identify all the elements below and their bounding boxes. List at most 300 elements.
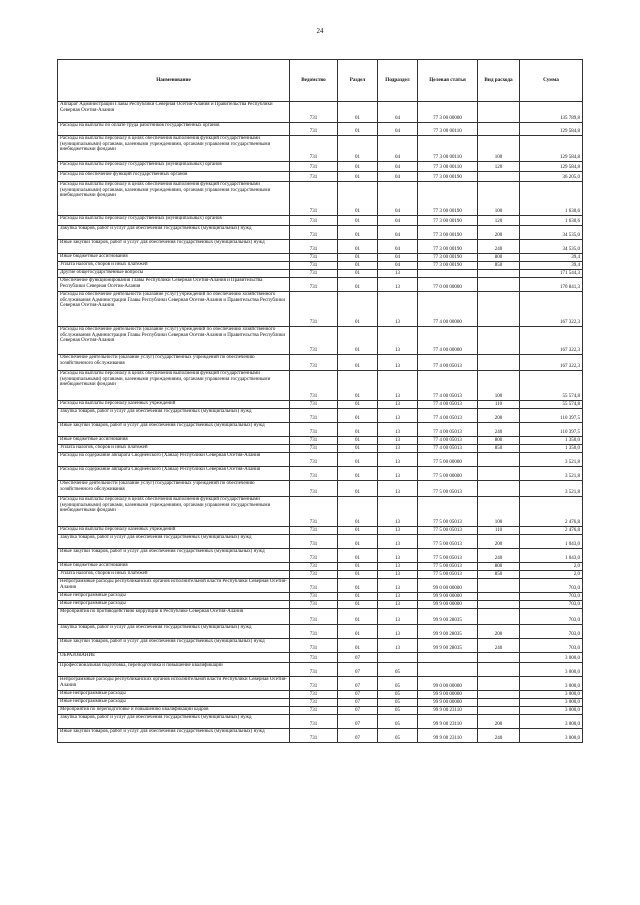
table-row	[58, 715, 583, 729]
expense-type-cell: 200	[478, 409, 520, 423]
subsection-cell: 05	[378, 663, 418, 677]
row-name-cell: Закупка товаров, работ и услуг для обеспечения государственных (муниципальных) нужд	[58, 409, 290, 423]
expense-type-cell	[478, 327, 520, 355]
subsection-cell: 13	[378, 563, 418, 571]
target-article-cell: 99 9 00 23110	[418, 729, 478, 743]
table-row	[58, 262, 583, 270]
table-row	[58, 563, 583, 571]
section-cell: 01	[338, 262, 378, 270]
row-name-cell: Иные непрограммные расходы	[58, 593, 290, 601]
row-name-cell: Иные бюджетные ассигнования	[58, 254, 290, 262]
amount-cell: 1 043,0	[520, 535, 583, 549]
expense-type-cell	[478, 172, 520, 182]
department-cell: 731	[290, 497, 338, 527]
amount-cell: 1 350,0	[520, 437, 583, 445]
department-cell: 731	[290, 715, 338, 729]
subsection-cell: 13	[378, 609, 418, 625]
expense-type-cell	[478, 481, 520, 497]
expense-type-cell: 800	[478, 254, 520, 262]
amount-cell: 3 000,0	[520, 729, 583, 743]
table-row	[58, 593, 583, 601]
target-article-cell: 77 5 00 05013	[418, 535, 478, 549]
target-article-cell: 77 4 00 05013	[418, 371, 478, 401]
table-row	[58, 182, 583, 216]
section-cell: 01	[338, 355, 378, 371]
section-cell: 07	[338, 653, 378, 663]
expense-type-cell: 850	[478, 445, 520, 453]
amount-cell: 703,0	[520, 579, 583, 593]
amount-cell: 2 476,8	[520, 497, 583, 527]
department-cell: 731	[290, 625, 338, 639]
header-target-article: Целевая статья	[418, 60, 478, 102]
header-expense-type: Вид расхода	[478, 60, 520, 102]
department-cell: 731	[290, 254, 338, 262]
subsection-cell: 13	[378, 579, 418, 593]
section-cell: 01	[338, 639, 378, 653]
expense-type-cell	[478, 123, 520, 136]
subsection-cell: 13	[378, 445, 418, 453]
target-article-cell: 77 4 00 05013	[418, 437, 478, 445]
row-name-cell: Непрограммные расходы республиканских органов исполнительной власти Республики Северная Осетия-Алания	[58, 677, 290, 691]
subsection-cell: 13	[378, 593, 418, 601]
table-row	[58, 437, 583, 445]
section-cell: 01	[338, 453, 378, 467]
target-article-cell: 77 4 00 05013	[418, 401, 478, 409]
row-name-cell: Иные закупки товаров, работ и услуг для обеспечения государственных (муниципальных) нужд	[58, 423, 290, 437]
row-name-cell: Расходы на выплаты персоналу государственных (муниципальных) органов	[58, 162, 290, 172]
subsection-cell: 05	[378, 729, 418, 743]
target-article-cell: 77 3 00 00110	[418, 136, 478, 162]
expense-type-cell: 200	[478, 715, 520, 729]
department-cell: 731	[290, 677, 338, 691]
amount-cell: 3 521,8	[520, 453, 583, 467]
section-cell: 01	[338, 445, 378, 453]
amount-cell: 36 205,0	[520, 172, 583, 182]
table-row	[58, 453, 583, 467]
subsection-cell: 04	[378, 162, 418, 172]
amount-cell: 110 397,5	[520, 423, 583, 437]
row-name-cell: Мероприятия по переподготовке и повышению квалификации кадров	[58, 707, 290, 715]
amount-cell: 2,0	[520, 571, 583, 579]
subsection-cell: 13	[378, 625, 418, 639]
department-cell: 731	[290, 172, 338, 182]
department-cell: 731	[290, 699, 338, 707]
row-name-cell: Иные бюджетные ассигнования	[58, 563, 290, 571]
row-name-cell: Иные непрограммные расходы	[58, 699, 290, 707]
target-article-cell: 77 3 00 00190	[418, 226, 478, 240]
department-cell: 731	[290, 663, 338, 677]
target-article-cell: 77 4 00 05013	[418, 423, 478, 437]
table-row	[58, 136, 583, 162]
subsection-cell: 04	[378, 226, 418, 240]
target-article-cell: 99 0 00 00000	[418, 579, 478, 593]
subsection-cell: 04	[378, 216, 418, 226]
amount-cell: 167 322,3	[520, 355, 583, 371]
department-cell: 731	[290, 292, 338, 327]
table-row	[58, 601, 583, 609]
row-name-cell: Закупка товаров, работ и услуг для обеспечения государственных (муниципальных) нужд	[58, 715, 290, 729]
subsection-cell: 13	[378, 270, 418, 278]
table-row	[58, 445, 583, 453]
amount-cell: 3 000,0	[520, 677, 583, 691]
amount-cell: 3 000,0	[520, 653, 583, 663]
department-cell: 731	[290, 355, 338, 371]
subsection-cell: 13	[378, 497, 418, 527]
section-cell: 01	[338, 162, 378, 172]
department-cell: 731	[290, 423, 338, 437]
table-body	[58, 102, 583, 743]
department-cell: 731	[290, 609, 338, 625]
table-row	[58, 292, 583, 327]
row-name-cell: Аппарат Администрации Главы Республики Северная Осетия-Алания и Правительства Республики Северная Осетия-Алания	[58, 102, 290, 123]
section-cell: 01	[338, 549, 378, 563]
subsection-cell: 04	[378, 182, 418, 216]
subsection-cell: 04	[378, 262, 418, 270]
amount-cell: 1 043,0	[520, 549, 583, 563]
table-row	[58, 240, 583, 254]
target-article-cell: 77 5 00 05013	[418, 549, 478, 563]
expense-type-cell: 800	[478, 563, 520, 571]
table-row	[58, 639, 583, 653]
table-row	[58, 172, 583, 182]
expense-type-cell	[478, 453, 520, 467]
section-cell: 01	[338, 467, 378, 481]
row-name-cell: Иные бюджетные ассигнования	[58, 437, 290, 445]
expense-type-cell: 100	[478, 182, 520, 216]
section-cell: 07	[338, 729, 378, 743]
subsection-cell: 04	[378, 240, 418, 254]
table-row	[58, 162, 583, 172]
target-article-cell: 77 3 00 00000	[418, 102, 478, 123]
section-cell: 01	[338, 437, 378, 445]
amount-cell: 703,0	[520, 593, 583, 601]
amount-cell: 2,0	[520, 563, 583, 571]
row-name-cell: Обеспечение деятельности (оказание услуг) государственных учреждений по обеспечению хозяйственного обслуживания	[58, 481, 290, 497]
amount-cell: 1 350,0	[520, 445, 583, 453]
target-article-cell: 99 9 00 00000	[418, 699, 478, 707]
table-row	[58, 423, 583, 437]
department-cell: 731	[290, 527, 338, 535]
table-row	[58, 677, 583, 691]
target-article-cell: 77 5 00 05013	[418, 497, 478, 527]
row-name-cell: Иные непрограммные расходы	[58, 691, 290, 699]
section-cell: 01	[338, 571, 378, 579]
row-name-cell: Расходы на выплаты персоналу государственных (муниципальных) органов	[58, 216, 290, 226]
row-name-cell: Обеспечение функционирования Главы Республики Северная Осетия-Алания и Правительства Республики Северная Осетия-Алания	[58, 278, 290, 292]
target-article-cell: 77 5 00 05013	[418, 571, 478, 579]
row-name-cell: Закупка товаров, работ и услуг для обеспечения государственных (муниципальных) нужд	[58, 625, 290, 639]
subsection-cell: 04	[378, 123, 418, 136]
target-article-cell: 77 3 00 00110	[418, 162, 478, 172]
subsection-cell: 13	[378, 437, 418, 445]
subsection-cell: 13	[378, 453, 418, 467]
amount-cell: 3 521,8	[520, 481, 583, 497]
department-cell: 731	[290, 240, 338, 254]
section-cell: 07	[338, 677, 378, 691]
subsection-cell: 05	[378, 691, 418, 699]
subsection-cell: 13	[378, 571, 418, 579]
amount-cell: 703,0	[520, 601, 583, 609]
table-row	[58, 609, 583, 625]
section-cell: 01	[338, 278, 378, 292]
header-section: Раздел	[338, 60, 378, 102]
section-cell: 01	[338, 254, 378, 262]
department-cell: 731	[290, 453, 338, 467]
expense-type-cell	[478, 270, 520, 278]
expense-type-cell: 110	[478, 401, 520, 409]
amount-cell: 170 841,3	[520, 278, 583, 292]
department-cell: 731	[290, 102, 338, 123]
amount-cell: 3 000,0	[520, 691, 583, 699]
subsection-cell: 13	[378, 535, 418, 549]
department-cell: 731	[290, 481, 338, 497]
expense-type-cell	[478, 292, 520, 327]
subsection-cell: 13	[378, 401, 418, 409]
subsection-cell: 13	[378, 481, 418, 497]
subsection-cell: 05	[378, 677, 418, 691]
target-article-cell: 77 3 00 00110	[418, 123, 478, 136]
table-row	[58, 691, 583, 699]
amount-cell: 167 322,3	[520, 327, 583, 355]
subsection-cell: 13	[378, 371, 418, 401]
expense-type-cell	[478, 355, 520, 371]
expense-type-cell: 240	[478, 729, 520, 743]
target-article-cell	[418, 653, 478, 663]
table-row	[58, 663, 583, 677]
target-article-cell: 77 5 00 05013	[418, 563, 478, 571]
amount-cell: 39,4	[520, 262, 583, 270]
section-cell: 01	[338, 579, 378, 593]
expense-type-cell: 240	[478, 639, 520, 653]
department-cell: 731	[290, 162, 338, 172]
section-cell: 01	[338, 102, 378, 123]
row-name-cell: Иные закупки товаров, работ и услуг для обеспечения государственных (муниципальных) нужд	[58, 549, 290, 563]
expense-type-cell	[478, 579, 520, 593]
expense-type-cell	[478, 609, 520, 625]
header-department: Ведомство	[290, 60, 338, 102]
row-name-cell: Расходы на обеспечение деятельности (оказание услуг) учреждений по обеспечению хозяйственного обслуживания Администрации Главы Республики Северная Осетия-Алания и Правительства Республики Северная Осетия-Алания	[58, 327, 290, 355]
subsection-cell	[378, 653, 418, 663]
header-amount: Сумма	[520, 60, 583, 102]
expense-type-cell	[478, 663, 520, 677]
amount-cell: 129 584,8	[520, 162, 583, 172]
table-row	[58, 216, 583, 226]
section-cell: 01	[338, 497, 378, 527]
amount-cell: 167 322,3	[520, 292, 583, 327]
target-article-cell: 99 9 00 28035	[418, 609, 478, 625]
expense-type-cell: 120	[478, 162, 520, 172]
table-row	[58, 401, 583, 409]
subsection-cell: 05	[378, 715, 418, 729]
table-row	[58, 327, 583, 355]
table-row	[58, 549, 583, 563]
target-article-cell: 77 4 00 05013	[418, 445, 478, 453]
section-cell: 01	[338, 593, 378, 601]
expense-type-cell: 110	[478, 527, 520, 535]
row-name-cell: Мероприятия по противодействию коррупции в Республике Северная Осетия-Алания	[58, 609, 290, 625]
amount-cell: 129 584,8	[520, 123, 583, 136]
department-cell: 731	[290, 182, 338, 216]
department-cell: 731	[290, 653, 338, 663]
expense-type-cell: 100	[478, 371, 520, 401]
amount-cell: 34 535,0	[520, 226, 583, 240]
subsection-cell: 04	[378, 254, 418, 262]
section-cell: 07	[338, 663, 378, 677]
department-cell: 731	[290, 601, 338, 609]
section-cell: 01	[338, 371, 378, 401]
expense-type-cell	[478, 102, 520, 123]
expense-type-cell: 100	[478, 497, 520, 527]
table-row	[58, 625, 583, 639]
row-name-cell: Непрограммные расходы республиканских органов исполнительной власти Республики Северная Осетия-Алания	[58, 579, 290, 593]
target-article-cell: 77 3 00 00190	[418, 216, 478, 226]
page-number: 24	[316, 27, 324, 35]
section-cell: 01	[338, 409, 378, 423]
table-row	[58, 481, 583, 497]
amount-cell: 55 574,8	[520, 371, 583, 401]
target-article-cell: 77 3 00 00190	[418, 240, 478, 254]
row-name-cell: Расходы на обеспечение деятельности (оказание услуг) учреждений по обеспечению хозяйственного обслуживания Администрации Главы Республики Северная Осетия-Алания и Правительства Республики Северная Осетия-Алания	[58, 292, 290, 327]
row-name-cell: Расходы на выплаты персоналу казенных учреждений	[58, 527, 290, 535]
amount-cell: 129 584,8	[520, 136, 583, 162]
row-name-cell: Другие общегосударственные вопросы	[58, 270, 290, 278]
section-cell: 01	[338, 625, 378, 639]
department-cell: 731	[290, 467, 338, 481]
department-cell: 731	[290, 216, 338, 226]
expense-type-cell: 200	[478, 535, 520, 549]
department-cell: 731	[290, 262, 338, 270]
table-row	[58, 729, 583, 743]
target-article-cell: 77 4 00 05013	[418, 355, 478, 371]
target-article-cell: 77 3 00 00190	[418, 172, 478, 182]
row-name-cell: Расходы на обеспечение функций государственных органов	[58, 172, 290, 182]
target-article-cell: 77 5 00 05013	[418, 481, 478, 497]
amount-cell: 3 000,0	[520, 699, 583, 707]
target-article-cell: 77 3 00 00190	[418, 254, 478, 262]
department-cell: 731	[290, 445, 338, 453]
amount-cell: 703,0	[520, 609, 583, 625]
expense-type-cell	[478, 278, 520, 292]
table-row	[58, 102, 583, 123]
expense-type-cell: 200	[478, 625, 520, 639]
amount-cell: 703,0	[520, 639, 583, 653]
section-cell: 01	[338, 601, 378, 609]
expense-type-cell	[478, 677, 520, 691]
table-row	[58, 535, 583, 549]
table-row	[58, 497, 583, 527]
department-cell: 731	[290, 729, 338, 743]
department-cell: 731	[290, 409, 338, 423]
expense-type-cell: 800	[478, 437, 520, 445]
row-name-cell: Расходы на содержание аппарата Сводненского (Ханаа) Республики Северная Осетия-Алания	[58, 467, 290, 481]
row-name-cell: Иные закупки товаров, работ и услуг для обеспечения государственных (муниципальных) нужд	[58, 240, 290, 254]
department-cell: 731	[290, 563, 338, 571]
table-row	[58, 707, 583, 715]
subsection-cell: 13	[378, 639, 418, 653]
section-cell: 01	[338, 270, 378, 278]
amount-cell: 3 000,0	[520, 715, 583, 729]
expense-type-cell	[478, 601, 520, 609]
header-subsection: Подраздел	[378, 60, 418, 102]
target-article-cell: 77 4 00 00000	[418, 292, 478, 327]
target-article-cell: 99 9 00 23110	[418, 715, 478, 729]
target-article-cell: 99 9 00 00000	[418, 691, 478, 699]
department-cell: 731	[290, 437, 338, 445]
table-row	[58, 270, 583, 278]
target-article-cell: 77 5 00 00000	[418, 467, 478, 481]
target-article-cell: 77 4 00 00000	[418, 327, 478, 355]
section-cell: 07	[338, 691, 378, 699]
table-row	[58, 278, 583, 292]
subsection-cell: 05	[378, 707, 418, 715]
department-cell: 731	[290, 593, 338, 601]
section-cell: 01	[338, 527, 378, 535]
row-name-cell: Расходы на выплаты персоналу в целях обеспечения выполнения функций государственными (муниципальными) органами, казенными учреждениями, органами управления государственными внебюджетными фондами	[58, 371, 290, 401]
subsection-cell: 04	[378, 102, 418, 123]
row-name-cell: Уплата налогов, сборов и иных платежей	[58, 262, 290, 270]
subsection-cell: 13	[378, 527, 418, 535]
expense-type-cell: 120	[478, 216, 520, 226]
section-cell: 01	[338, 226, 378, 240]
row-name-cell: ОБРАЗОВАНИЕ	[58, 653, 290, 663]
target-article-cell: 99 9 00 28035	[418, 639, 478, 653]
row-name-cell: Иные закупки товаров, работ и услуг для обеспечения государственных (муниципальных) нужд	[58, 639, 290, 653]
table-row	[58, 653, 583, 663]
section-cell: 01	[338, 609, 378, 625]
expense-type-cell: 850	[478, 571, 520, 579]
subsection-cell: 13	[378, 423, 418, 437]
row-name-cell: Расходы на выплаты персоналу в целях обеспечения выполнения функций государственными (муниципальными) органами, казенными учреждениями, органами управления государственными внебюджетными фондами	[58, 136, 290, 162]
table-row	[58, 409, 583, 423]
target-article-cell: 77 0 00 00000	[418, 278, 478, 292]
row-name-cell: Расходы на выплаты персоналу в целях обеспечения выполнения функций государственными (муниципальными) органами, казенными учреждениями, органами управления государственными внебюджетными фондами	[58, 497, 290, 527]
section-cell: 07	[338, 707, 378, 715]
subsection-cell: 13	[378, 278, 418, 292]
budget-table	[57, 59, 583, 743]
department-cell: 731	[290, 327, 338, 355]
amount-cell: 2 476,8	[520, 527, 583, 535]
department-cell: 731	[290, 226, 338, 240]
amount-cell: 3 000,0	[520, 663, 583, 677]
subsection-cell: 13	[378, 355, 418, 371]
target-article-cell: 99 9 00 00000	[418, 593, 478, 601]
table-row	[58, 579, 583, 593]
row-name-cell: Расходы на содержание аппарата Сводненского (Ханаа) Республики Северная Осетия-Алания	[58, 453, 290, 467]
amount-cell: 3 521,8	[520, 467, 583, 481]
section-cell: 01	[338, 327, 378, 355]
table-row	[58, 226, 583, 240]
amount-cell: 3 000,0	[520, 707, 583, 715]
section-cell: 01	[338, 401, 378, 409]
row-name-cell: Расходы на выплаты персоналу казенных учреждений	[58, 401, 290, 409]
expense-type-cell: 200	[478, 226, 520, 240]
department-cell: 731	[290, 549, 338, 563]
department-cell: 731	[290, 639, 338, 653]
section-cell: 01	[338, 535, 378, 549]
table-row	[58, 355, 583, 371]
table-row	[58, 467, 583, 481]
section-cell: 01	[338, 123, 378, 136]
section-cell: 01	[338, 423, 378, 437]
row-name-cell: Уплата налогов, сборов и иных платежей	[58, 571, 290, 579]
subsection-cell: 13	[378, 601, 418, 609]
section-cell: 01	[338, 216, 378, 226]
department-cell: 731	[290, 571, 338, 579]
expense-type-cell: 240	[478, 240, 520, 254]
row-name-cell: Расходы на выплаты персоналу в целях обеспечения выполнения функций государственными (муниципальными) органами, казенными учреждениями, органами управления государственными внебюджетными фондами	[58, 182, 290, 216]
department-cell: 731	[290, 371, 338, 401]
table-row	[58, 371, 583, 401]
